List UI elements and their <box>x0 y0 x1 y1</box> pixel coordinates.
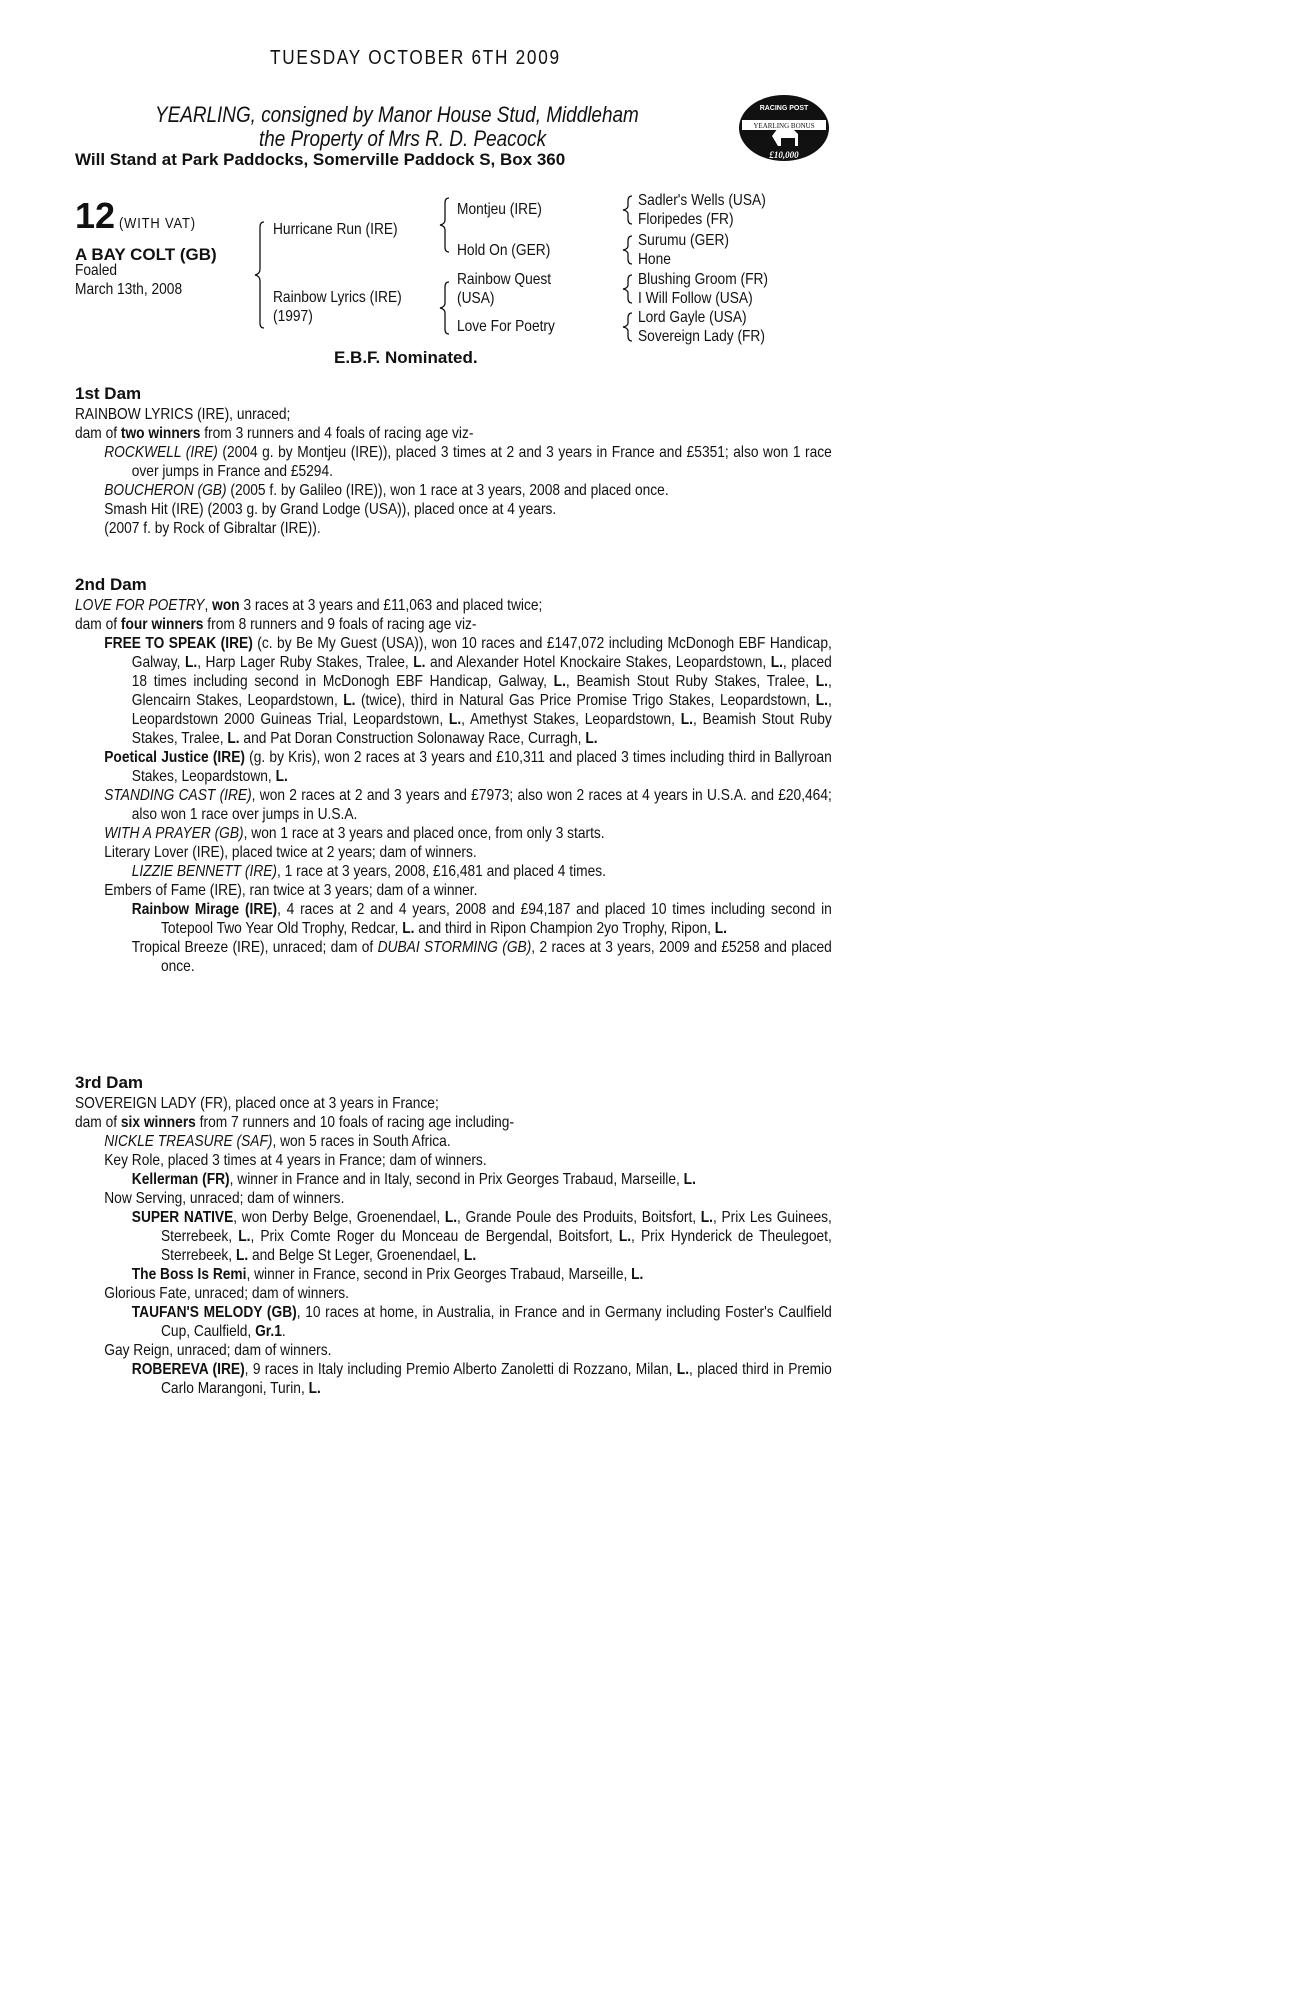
dam-name: Rainbow Lyrics (IRE) <box>273 289 402 306</box>
produce-summary: dam of four winners from 8 runners and 9 foals of racing age viz- <box>75 616 477 633</box>
produce-entry: ROCKWELL (IRE) (2004 g. by Montjeu (IRE)), placed 3 times at 2 and 3 years in France and £5351; also won 1 race over jumps in France and £5294. <box>104 444 832 480</box>
produce-entry: Poetical Justice (IRE) (g. by Kris), won 2 races at 3 years and £10,311 and placed 3 times including third in Ballyroan Stakes, Leopardstown, L. <box>104 749 832 785</box>
grandproduce-entry: Kellerman (FR), winner in France and in Italy, second in Prix Georges Trabaud, Marseille, L. <box>131 1171 696 1188</box>
dam-sire-line1: Rainbow Quest <box>457 271 552 288</box>
stand-location: Will Stand at Park Paddocks, Somerville Paddock S, Box 360 <box>75 150 566 169</box>
dam-year: (1997) <box>273 308 313 325</box>
second-dam-section <box>75 575 835 976</box>
produce-entry: (2007 f. by Rock of Gibraltar (IRE)). <box>104 520 321 537</box>
section-title: 2nd Dam <box>75 575 147 594</box>
sale-date: TUESDAY OCTOBER 6TH 2009 <box>270 47 561 69</box>
dam-sire-line2: (USA) <box>457 290 495 307</box>
grandproduce-entry: ROBEREVA (IRE), 9 races in Italy including Premio Alberto Zanoletti di Rozzano, Milan, L., placed third in Premio Carlo Marangoni, Turin, L. <box>131 1361 832 1397</box>
third-dam-section <box>75 1073 835 1398</box>
dss: Blushing Groom (FR) <box>638 271 768 288</box>
sss: Sadler's Wells (USA) <box>638 192 766 209</box>
produce-entry: Smash Hit (IRE) (2003 g. by Grand Lodge (USA)), placed once at 4 years. <box>104 501 557 518</box>
produce-entry: Glorious Fate, unraced; dam of winners. <box>104 1285 349 1302</box>
produce-entry: Now Serving, unraced; dam of winners. <box>104 1190 345 1207</box>
first-dam-section <box>75 384 835 538</box>
consignor-line: YEARLING, consigned by Manor House Stud, Middleham <box>155 102 639 127</box>
badge-top-text: RACING POST <box>759 105 809 112</box>
dam-line: LOVE FOR POETRY, won 3 races at 3 years and £11,063 and placed twice; <box>75 597 543 614</box>
grandproduce-entry: SUPER NATIVE, won Derby Belge, Groenendael, L., Grande Poule des Produits, Boitsfort, L., Prix Les Guinees, Sterrebeek, L., Prix Comte Roger du Monceau de Bergendal, Boitsfort, L., Prix Hynderick de Theulegoet, Sterrebeek, L. and Belge St Leger, Groenendael, L. <box>131 1209 832 1264</box>
dam-dam: Love For Poetry <box>457 318 555 335</box>
section-title: 3rd Dam <box>75 1073 144 1092</box>
grandproduce-entry: Rainbow Mirage (IRE), 4 races at 2 and 4 years, 2008 and £94,187 and placed 10 times including second in Totepool Two Year Old Trophy, Redcar, L. and third in Ripon Champion 2yo Trophy, Ripon, L. <box>131 901 832 937</box>
produce-entry: FREE TO SPEAK (IRE) (c. by Be My Guest (USA)), won 10 races and £147,072 including McDonogh EBF Handicap, Galway, L., Harp Lager Ruby Stakes, Tralee, L. and Alexander Hotel Knockaire Stakes, Leopardstown, L., placed 18 times including second in McDonogh EBF Handicap, Galway, L., Beamish Stout Ruby Stakes, Tralee, L., Glencairn Stakes, Leopardstown, L. (twice), third in Natural Gas Price Promise Trigo Stakes, Leopardstown, L., Leopardstown 2000 Guineas Trial, Leopardstown, L., Amethyst Stakes, Leopardstown, L., Beamish Stout Ruby Stakes, Tralee, L. and Pat Doran Construction Solonaway Race, Curragh, L. <box>104 635 832 747</box>
produce-entry: Gay Reign, unraced; dam of winners. <box>104 1342 332 1359</box>
grandproduce-entry: TAUFAN'S MELODY (GB), 10 races at home, in Australia, in France and in Germany including Foster's Caulfield Cup, Caulfield, Gr.1. <box>131 1304 832 1340</box>
produce-entry: Embers of Fame (IRE), ran twice at 3 years; dam of a winner. <box>104 882 478 899</box>
produce-entry: Literary Lover (IRE), placed twice at 2 years; dam of winners. <box>104 844 477 861</box>
sire-dam: Hold On (GER) <box>457 242 551 259</box>
grandproduce-entry: The Boss Is Remi, winner in France, second in Prix Georges Trabaud, Marseille, L. <box>131 1266 644 1283</box>
sdd: Hone <box>638 251 671 268</box>
sire-sire: Montjeu (IRE) <box>457 201 542 218</box>
foaled-label: Foaled <box>75 262 118 279</box>
dam-line: SOVEREIGN LADY (FR), placed once at 3 years in France; <box>75 1095 439 1112</box>
produce-summary: dam of two winners from 3 runners and 4 foals of racing age viz- <box>75 425 474 442</box>
section-title: 1st Dam <box>75 384 142 403</box>
grandproduce-entry: LIZZIE BENNETT (IRE), 1 race at 3 years, 2008, £16,481 and placed 4 times. <box>131 863 606 880</box>
ssd: Floripedes (FR) <box>638 211 734 228</box>
produce-entry: Key Role, placed 3 times at 4 years in France; dam of winners. <box>104 1152 487 1169</box>
dsd: I Will Follow (USA) <box>638 290 753 307</box>
dam-line: RAINBOW LYRICS (IRE), unraced; <box>75 406 291 423</box>
badge-mid-text: YEARLING BONUS <box>753 122 815 130</box>
sire: Hurricane Run (IRE) <box>273 221 398 238</box>
lot-description: A BAY COLT (GB) <box>75 245 217 264</box>
produce-entry: BOUCHERON (GB) (2005 f. by Galileo (IRE)), won 1 race at 3 years, 2008 and placed once. <box>104 482 669 499</box>
lot-number: 12 <box>75 195 116 236</box>
foaled-date: March 13th, 2008 <box>75 281 183 298</box>
owner-line: the Property of Mrs R. D. Peacock <box>259 126 547 151</box>
produce-entry: WITH A PRAYER (GB), won 1 race at 3 years and placed once, from only 3 starts. <box>104 825 605 842</box>
ebf-nominated: E.B.F. Nominated. <box>334 348 478 367</box>
ddd: Sovereign Lady (FR) <box>638 328 765 345</box>
produce-entry: NICKLE TREASURE (SAF), won 5 races in South Africa. <box>104 1133 451 1150</box>
vat-note: (WITH VAT) <box>119 215 196 232</box>
dds: Lord Gayle (USA) <box>638 309 747 326</box>
badge-bottom-text: £10,000 <box>769 150 799 160</box>
grandproduce-entry: Tropical Breeze (IRE), unraced; dam of DUBAI STORMING (GB), 2 races at 3 years, 2009 and £5258 and placed once. <box>131 939 832 975</box>
produce-summary: dam of six winners from 7 runners and 10 foals of racing age including- <box>75 1114 515 1131</box>
sds: Surumu (GER) <box>638 232 729 249</box>
produce-entry: STANDING CAST (IRE), won 2 races at 2 and 3 years and £7973; also won 2 races at 4 years in U.S.A. and £20,464; also won 1 race over jumps in U.S.A. <box>104 787 832 823</box>
